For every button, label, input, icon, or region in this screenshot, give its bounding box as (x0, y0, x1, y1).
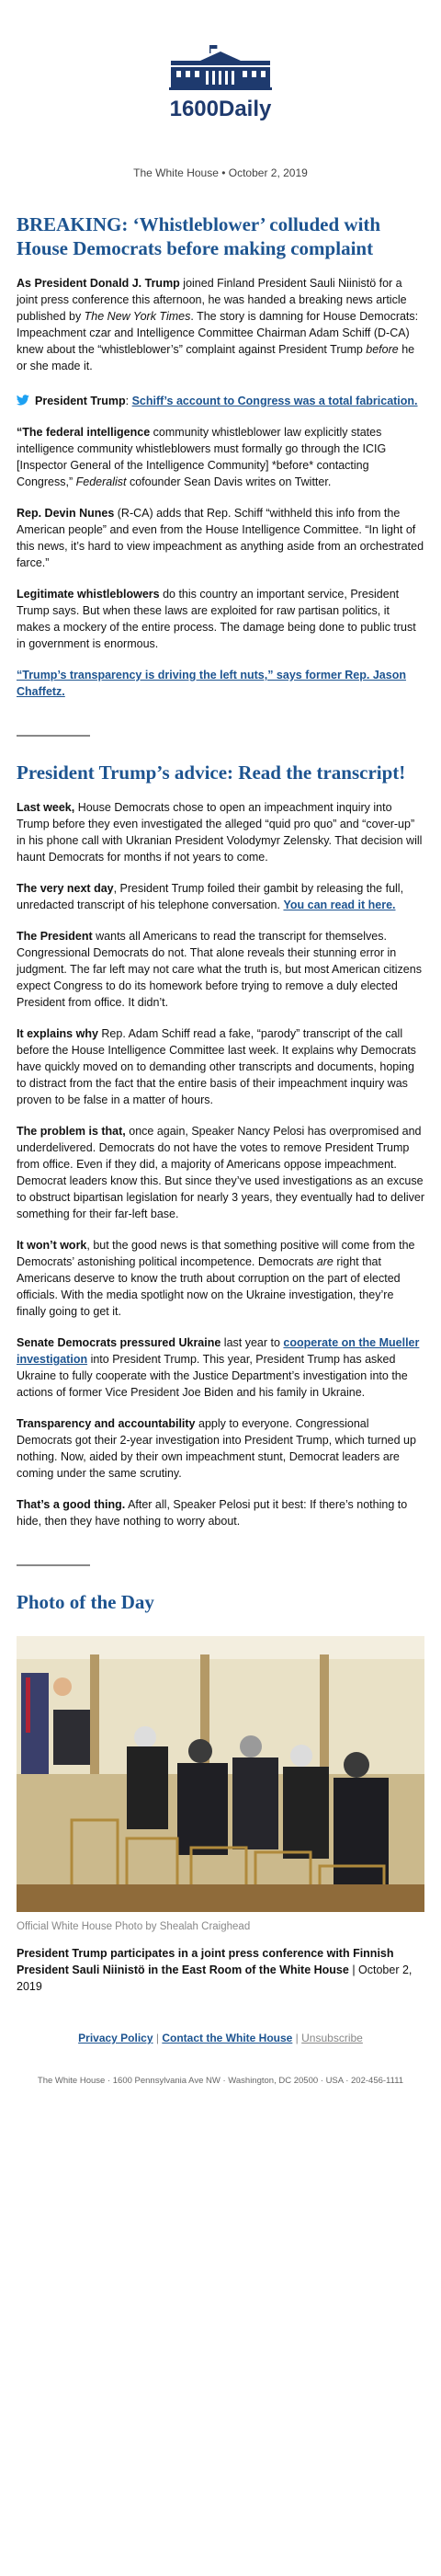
footer-separator: | (153, 2032, 163, 2044)
section-divider (17, 735, 90, 737)
tweet-link[interactable]: Schiff’s account to Congress was a total fabrication. (131, 395, 418, 407)
breaking-paragraph-3: Rep. Devin Nunes (R-CA) adds that Rep. Schiff “withheld this info from the American people” and even from the House Intelligence Committee. “In light of this news, it’s hard to view impeachment as anything aside from an orchestrated farce.” (17, 507, 424, 569)
photo-credit: Official White House Photo by Shealah Craighead (17, 1921, 251, 1932)
newsletter (0, 42, 441, 2086)
breaking-headline: BREAKING: ‘Whistleblower’ colluded with House Democrats before making complaint (17, 213, 381, 259)
dateline: The White House • October 2, 2019 (133, 166, 308, 179)
breaking-paragraph-2: “The federal intelligence community whistleblower law explicitly states intelligence community whistleblowers must formally go through the ICIG [Inspector General of the Intelligence Community] *before* contacting Congress,” Federalist cofounder Sean Davis writes on Twitter. (17, 426, 387, 488)
contact-link[interactable]: Contact the White House (162, 2032, 293, 2044)
tweet-line: President Trump: Schiff’s account to Congress was a total fabrication. (17, 393, 424, 409)
mueller-link[interactable]: cooperate on the Mueller investigation (17, 1336, 420, 1366)
press-conference-photo (17, 1636, 424, 1912)
section-divider (17, 1564, 90, 1566)
photo-headline: Photo of the Day (17, 1591, 154, 1613)
advice-paragraph-7: Senate Democrats pressured Ukraine last year to cooperate on the Mueller investigation into President Trump. This year, President Trump has asked Ukraine to fully cooperate with the Justice Department’s investigation into the actions of former Vice President Joe Biden and his family in Ukraine. (17, 1336, 420, 1399)
unsubscribe-link[interactable]: Unsubscribe (301, 2032, 363, 2044)
white-house-logo-icon (165, 42, 276, 130)
advice-headline: President Trump’s advice: Read the transcript! (17, 761, 406, 784)
footer-separator: | (292, 2032, 302, 2044)
advice-paragraph-3: The President wants all Americans to read the transcript for themselves. Congressional Democrats do not. That alone reveals their stunning error in judgment. The far left may not care what the truth is, but most American citizens expect Congress to do its homework before trying to remove a duly elected President from office. It didn’t. (17, 930, 422, 1009)
advice-paragraph-6: It won’t work, but the good news is that something positive will come from the Democrats’ astonishing political incompetence. Democrats are right that Americans deserve to know the truth about corruption on the part of elected officials. With the media spotlight now on the Ukraine investigation, they’re finally going to get it. (17, 1239, 415, 1318)
advice-paragraph-9: That’s a good thing. After all, Speaker Pelosi put it best: If there’s nothing to hide, then they have nothing to worry about. (17, 1498, 408, 1528)
logo-text: 1600Daily (169, 97, 272, 121)
advice-paragraph-8: Transparency and accountability apply to everyone. Congressional Democrats got their 2-year investigation into President Trump, which turned up nothing. Now, aided by their own impeachment stunt, Democrat leaders are coming under the same scrutiny. (17, 1417, 416, 1480)
breaking-paragraph-4: Legitimate whistleblowers do this country an important service, President Trump says. But when these laws are exploited for raw partisan politics, it makes a mockery of the entire process. The damage being done to public trust in government is enormous. (17, 588, 416, 650)
photo-caption: President Trump participates in a joint press conference with Finnish President Sauli Niinistö in the East Room of the White House | October 2, 2019 (17, 1947, 413, 1993)
breaking-paragraph-1: As President Donald J. Trump joined Finland President Sauli Niinistö for a joint press conference this afternoon, he was handed a breaking news article published by The New York Times. The story is damning for House Democrats: Impeachment czar and Intelligence Committee Chairman Adam Schiff (D-CA) knew about the “whistleblower’s” complaint against President Trump before he or she made it. (17, 277, 419, 372)
advice-paragraph-2: The very next day, President Trump foiled their gambit by releasing the full, unredacted transcript of his telephone conversation. You can read it here. (17, 882, 404, 911)
chaffetz-link-paragraph (17, 667, 424, 700)
footer-address: The White House · 1600 Pennsylvania Ave NW · Washington, DC 20500 · USA · 202-456-1111 (37, 2076, 404, 2086)
advice-paragraph-5: The problem is that, once again, Speaker Nancy Pelosi has overpromised and underdelivered. Democrats do not have the votes to remove President Trump from office. Even if they did, a majority of Americans oppose impeachment. Democrat leaders know this. But since they’ve used investigations as an excuse to obstruct bipartisan legislation for nearly 3 years, they eventually had to deliver something for their far-left base. (17, 1125, 424, 1220)
twitter-bird-icon (17, 395, 29, 406)
advice-paragraph-4: It explains why Rep. Adam Schiff read a fake, “parody” transcript of the call before the House Intelligence Committee last week. It explains why Democrats have quickly moved on to demanding other transcripts and documents, hoping to distract from the fact that the entire basis of their impeachment inquiry was proven to be false in a matter of hours. (17, 1027, 416, 1106)
advice-paragraph-1: Last week, House Democrats chose to open an impeachment inquiry into Trump before they even investigated the alleged “quid pro quo” and “cover-up” in his phone call with Ukranian President Volodymyr Zelensky. That decision will haunt Democrats for months if not years to come. (17, 801, 423, 864)
transcript-link[interactable]: You can read it here. (283, 899, 396, 911)
tweet-author: President Trump (35, 395, 126, 407)
chaffetz-link[interactable]: “Trump’s transparency is driving the left nuts,” says former Rep. Jason Chaffetz. (17, 669, 406, 698)
privacy-policy-link[interactable]: Privacy Policy (78, 2032, 153, 2044)
footer-links (0, 2032, 441, 2044)
